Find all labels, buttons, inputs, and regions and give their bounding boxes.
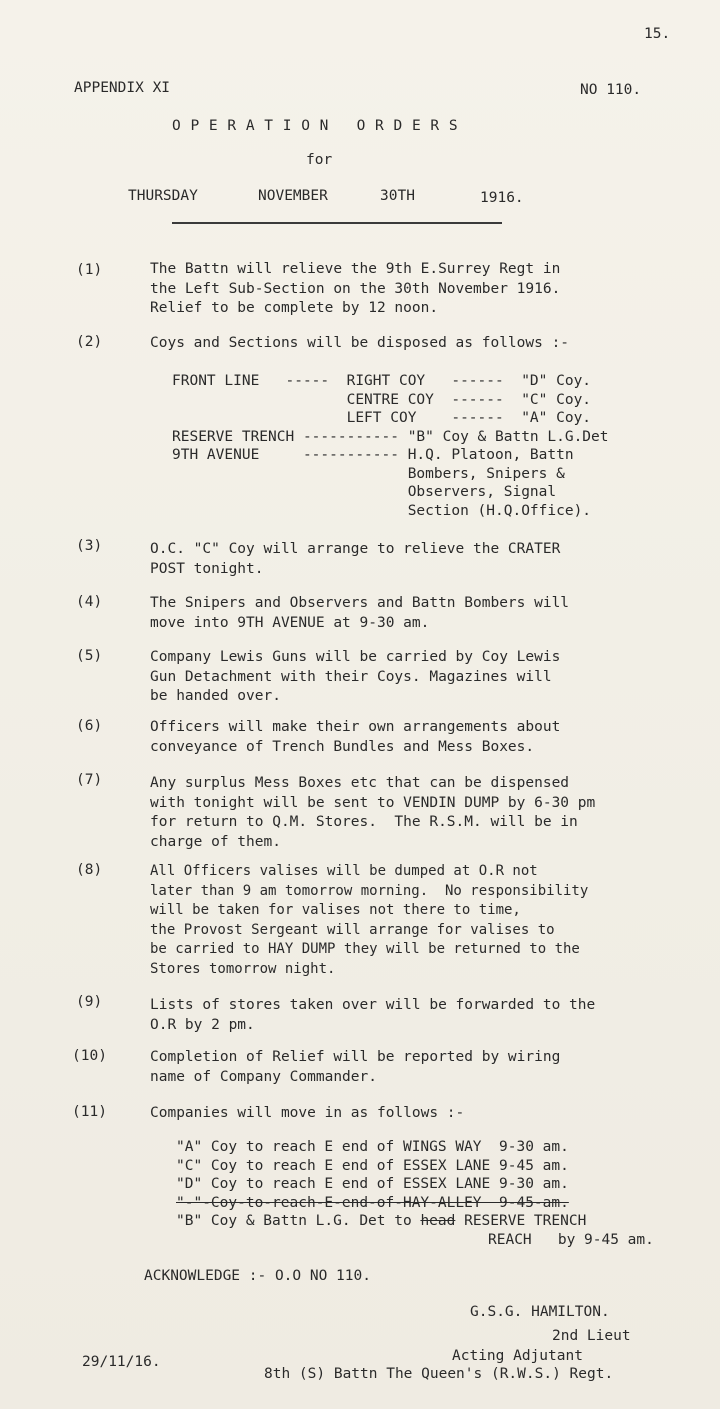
- paragraph-line: The Battn will relieve the 9th E.Surrey Regt in: [150, 261, 561, 277]
- date-month: NOVEMBER: [258, 188, 328, 204]
- item-number: (11): [72, 1104, 107, 1120]
- paragraph-line: the Left Sub-Section on the 30th November 1916.: [150, 280, 561, 297]
- movement-line-struck: "-"-Coy-to-reach-E-end-of-HAY-ALLEY 9-45-am.: [176, 1194, 569, 1211]
- movement-line-cont: REACH by 9-45 am.: [488, 1231, 654, 1248]
- paragraph-line: charge of them.: [150, 833, 281, 850]
- disposition-line: Section (H.Q.Office).: [172, 502, 592, 519]
- item-number: (4): [76, 594, 103, 610]
- acknowledge-line: ACKNOWLEDGE :- O.O NO 110.: [144, 1268, 371, 1284]
- movement-list: [176, 1138, 716, 1249]
- movement-line: "D" Coy to reach E end of ESSEX LANE 9-30 am.: [176, 1176, 569, 1192]
- item-number: (3): [76, 538, 103, 554]
- disposition-line: LEFT COY ------ "A" Coy.: [172, 410, 592, 426]
- paragraph-line: be handed over.: [150, 688, 281, 704]
- signatory-rank: 2nd Lieut: [552, 1328, 631, 1344]
- order-paragraph: [150, 718, 710, 757]
- date-year: 1916.: [480, 190, 524, 206]
- paragraph-line: later than 9 am tomorrow morning. No responsibility: [150, 882, 589, 899]
- date-day: THURSDAY: [128, 188, 198, 204]
- item-number: (8): [76, 862, 103, 878]
- item-number: (10): [72, 1048, 107, 1064]
- paragraph-line: name of Company Commander.: [150, 1068, 377, 1085]
- paragraph-line: Completion of Relief will be reported by wiring: [150, 1049, 561, 1065]
- paragraph-line: Any surplus Mess Boxes etc that can be dispensed: [150, 775, 570, 791]
- paragraph-line: Company Lewis Guns will be carried by Coy Lewis: [150, 649, 561, 665]
- movement-line: "A" Coy to reach E end of WINGS WAY 9-30 am.: [176, 1139, 569, 1155]
- page-number: 15.: [644, 26, 671, 42]
- order-paragraph: [150, 996, 710, 1035]
- paragraph-line: Officers will make their own arrangements about: [150, 719, 561, 735]
- order-paragraph: [150, 774, 710, 852]
- order-paragraph: [150, 540, 710, 579]
- document-date: 29/11/16.: [82, 1354, 161, 1370]
- movement-line-last: [176, 1212, 716, 1231]
- movement-line: "C" Coy to reach E end of ESSEX LANE 9-45 am.: [176, 1157, 569, 1174]
- paragraph-line: POST tonight.: [150, 560, 264, 577]
- order-number: NO 110.: [580, 82, 642, 98]
- movement-text: RESERVE TRENCH: [455, 1213, 587, 1229]
- item-number: (2): [76, 334, 103, 350]
- item-number: (1): [76, 262, 103, 278]
- paragraph-line: move into 9TH AVENUE at 9-30 am.: [150, 614, 430, 631]
- paragraph-line: Lists of stores taken over will be forwarded to the: [150, 997, 596, 1013]
- order-paragraph: [150, 594, 710, 633]
- title-rule: [172, 222, 502, 224]
- paragraph-line: O.R by 2 pm.: [150, 1016, 255, 1033]
- paragraph-line: Gun Detachment with their Coys. Magazines will: [150, 668, 552, 685]
- movement-struck-word: head: [420, 1213, 456, 1229]
- order-paragraph: [150, 1104, 710, 1124]
- disposition-line: Bombers, Snipers &: [172, 465, 565, 482]
- order-paragraph: [150, 1048, 710, 1087]
- paragraph-line: for return to Q.M. Stores. The R.S.M. will be in: [150, 814, 578, 830]
- paragraph-line: Coys and Sections will be disposed as follows :-: [150, 335, 570, 351]
- date-date: 30TH: [380, 188, 415, 204]
- order-paragraph: [150, 260, 710, 319]
- paragraph-line: be carried to HAY DUMP they will be returned to the: [150, 941, 580, 957]
- disposition-line: RESERVE TRENCH ----------- "B" Coy & Battn L.G.Det: [172, 428, 609, 445]
- for-label: for: [306, 152, 333, 168]
- disposition-line: CENTRE COY ------ "C" Coy.: [172, 391, 592, 408]
- paragraph-line: All Officers valises will be dumped at O.R not: [150, 863, 538, 879]
- disposition-table: [172, 372, 720, 520]
- paragraph-line: will be taken for valises not there to time,: [150, 902, 521, 918]
- order-paragraph: [150, 648, 710, 707]
- paragraph-line: conveyance of Trench Bundles and Mess Boxes.: [150, 738, 535, 755]
- item-number: (9): [76, 994, 103, 1010]
- document-title: O P E R A T I O N O R D E R S: [172, 118, 459, 134]
- disposition-line: Observers, Signal: [172, 484, 557, 500]
- paragraph-line: Stores tomorrow night.: [150, 960, 336, 977]
- order-paragraph: [150, 334, 710, 354]
- paragraph-line: O.C. "C" Coy will arrange to relieve the CRATER: [150, 541, 561, 557]
- paragraph-line: Companies will move in as follows :-: [150, 1105, 465, 1121]
- movement-text: "B" Coy & Battn L.G. Det to: [176, 1213, 421, 1229]
- paragraph-line: The Snipers and Observers and Battn Bombers will: [150, 595, 570, 611]
- disposition-line: 9TH AVENUE ----------- H.Q. Platoon, Battn: [172, 447, 574, 463]
- paragraph-line: Relief to be complete by 12 noon.: [150, 300, 439, 316]
- signatory-name: G.S.G. HAMILTON.: [470, 1304, 610, 1320]
- paragraph-line: with tonight will be sent to VENDIN DUMP by 6-30 pm: [150, 794, 596, 811]
- paragraph-line: the Provost Sergeant will arrange for valises to: [150, 921, 555, 938]
- disposition-line: FRONT LINE ----- RIGHT COY ------ "D" Coy.: [172, 373, 592, 389]
- unit-name: 8th (S) Battn The Queen's (R.W.S.) Regt.: [264, 1366, 614, 1382]
- item-number: (5): [76, 648, 103, 664]
- order-paragraph: [150, 862, 718, 979]
- signatory-role: Acting Adjutant: [452, 1348, 583, 1364]
- item-number: (7): [76, 772, 103, 788]
- item-number: (6): [76, 718, 103, 734]
- appendix-label: APPENDIX XI: [74, 80, 171, 96]
